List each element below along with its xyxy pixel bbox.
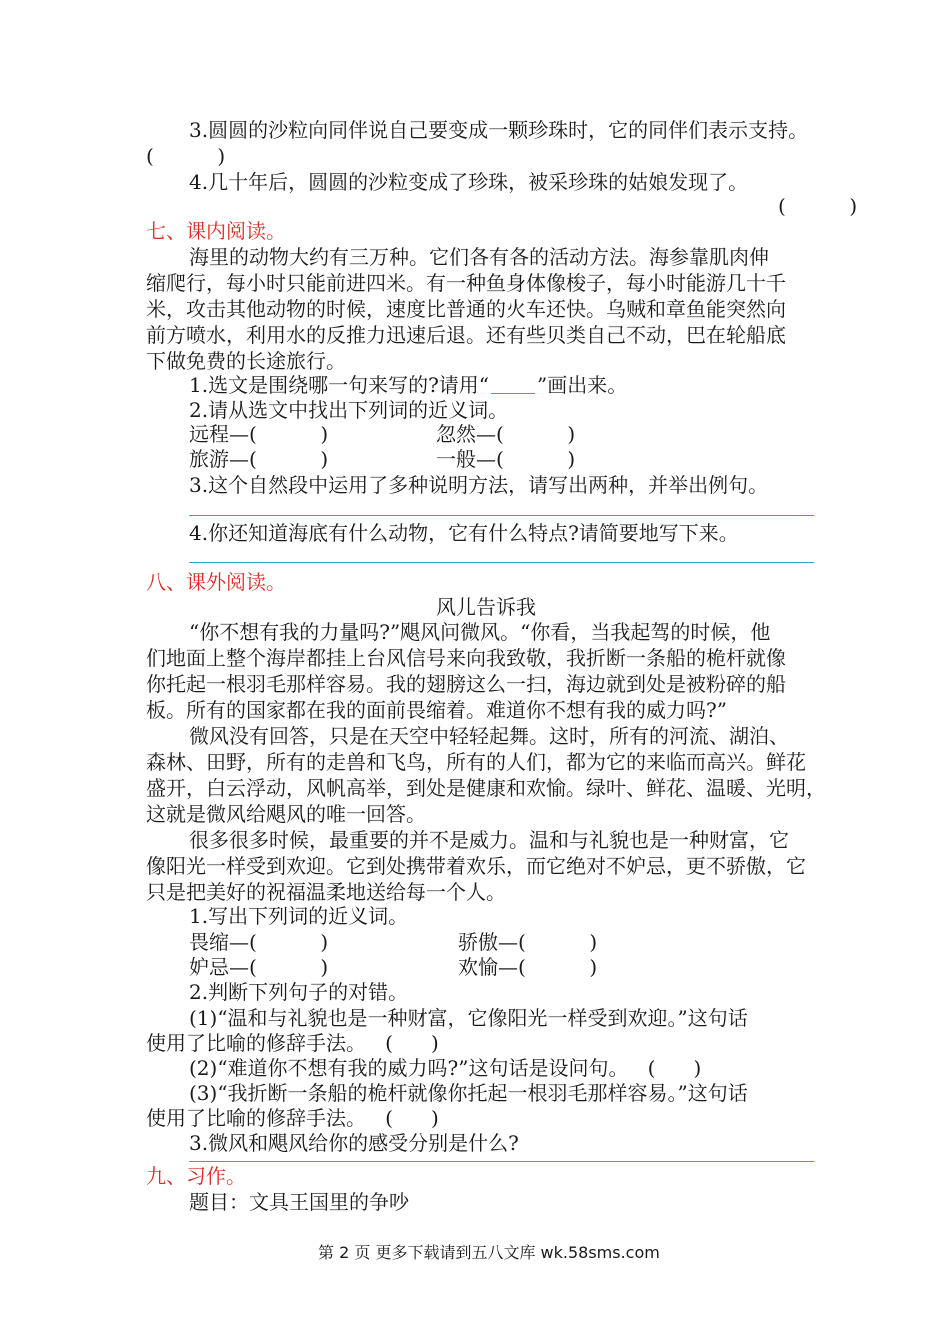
synonym-item[interactable]: 远程—( ): [189, 422, 329, 446]
page-footer: 第 2 页 更多下载请到五八文库 wk.58sms.com: [318, 1243, 660, 1262]
section-8-heading: 八、课外阅读。: [146, 570, 286, 594]
section-7-passage-line: 下做免费的长途旅行。: [146, 349, 346, 373]
judgement-line: (1)“温和与礼貌也是一种财富，它像阳光一样受到欢迎。”这句话: [189, 1006, 748, 1030]
question-6-4: 4.几十年后，圆圆的沙粒变成了珍珠，被采珍珠的姑娘发现了。: [189, 170, 749, 194]
section-7-heading: 七、课内阅读。: [146, 219, 286, 243]
section-8-passage-line: 微风没有回答，只是在天空中轻轻起舞。这时，所有的河流、湖泊、: [189, 724, 789, 748]
section-7-passage-line: 海里的动物大约有三万种。它们各有各的活动方法。海参靠肌肉伸: [189, 245, 769, 269]
answer-line[interactable]: [189, 515, 814, 516]
section-8-passage-line: 盛开，白云浮动，风帆高举，到处是健康和欢愉。绿叶、鲜花、温暖、光明，: [146, 776, 826, 800]
synonym-item[interactable]: 欢愉—( ): [458, 955, 598, 979]
section-9-heading: 九、习作。: [146, 1164, 246, 1188]
question-7-1: [189, 372, 627, 398]
section-7-passage-line: 缩爬行，每小时只能前进四米。有一种鱼身体像梭子，每小时能游几十千: [146, 271, 786, 295]
question-7-4: 4.你还知道海底有什么动物，它有什么特点?请简要地写下来。: [189, 521, 739, 545]
judgement-line[interactable]: 使用了比喻的修辞手法。 ( ): [146, 1031, 439, 1055]
judgement-line[interactable]: 使用了比喻的修辞手法。 ( ): [146, 1106, 439, 1130]
question-7-2: 2.请从选文中找出下列词的近义词。: [189, 398, 509, 422]
question-8-1: 1.写出下列词的近义词。: [189, 904, 409, 928]
judgement-line: (3)“我折断一条船的桅杆就像你托起一根羽毛那样容易。”这句话: [189, 1081, 748, 1105]
synonym-item[interactable]: 骄傲—( ): [458, 930, 598, 954]
section-8-passage-line: 这就是微风给飓风的唯一回答。: [146, 802, 426, 826]
answer-paren-6-3[interactable]: ( ): [146, 144, 226, 168]
answer-line[interactable]: [189, 1161, 814, 1162]
question-7-3: 3.这个自然段中运用了多种说明方法，请写出两种，并举出例句。: [189, 473, 769, 497]
section-8-passage-line: 们地面上整个海岸都挂上台风信号来向我致敬，我折断一条船的桅杆就像: [146, 646, 786, 670]
synonym-item[interactable]: 忽然—( ): [436, 422, 576, 446]
question-8-3: 3.微风和飓风给你的感受分别是什么?: [189, 1131, 519, 1155]
answer-paren-6-4[interactable]: ( ): [778, 194, 858, 218]
section-8-passage-line: “你不想有我的力量吗?”飓风问微风。“你看，当我起驾的时候，他: [189, 620, 771, 644]
question-6-3: 3.圆圆的沙粒向同伴说自己要变成一颗珍珠时，它的同伴们表示支持。: [189, 118, 809, 142]
synonym-item[interactable]: 旅游—( ): [189, 447, 329, 471]
section-7-passage-line: 米，攻击其他动物的时候，速度比普通的火车还快。乌贼和章鱼能突然向: [146, 297, 786, 321]
section-8-passage-line: 很多很多时候，最重要的并不是威力。温和与礼貌也是一种财富，它: [189, 828, 789, 852]
question-8-2: 2.判断下列句子的对错。: [189, 980, 409, 1004]
section-7-passage-line: 前方喷水，利用水的反推力迅速后退。还有些贝类自己不动，巴在轮船底: [146, 323, 786, 347]
question-7-1-text-end: ”画出来。: [537, 373, 628, 397]
underline-sample: [491, 375, 535, 394]
synonym-item[interactable]: 一般—( ): [436, 447, 576, 471]
section-8-passage-line: 森林、田野，所有的走兽和飞鸟，所有的人们，都为它的来临而高兴。鲜花: [146, 750, 806, 774]
question-7-1-text: 1.选文是围绕哪一句来写的?请用“: [189, 373, 490, 397]
essay-topic: 题目：文具王国里的争吵: [189, 1190, 409, 1214]
section-8-passage-line: 你托起一根羽毛那样容易。我的翅膀这么一扫，海边就到处是被粉碎的船: [146, 672, 786, 696]
section-8-passage-line: 板。所有的国家都在我的面前畏缩着。难道你不想有我的威力吗?”: [146, 698, 727, 722]
synonym-item[interactable]: 妒忌—( ): [189, 955, 329, 979]
synonym-item[interactable]: 畏缩—( ): [189, 930, 329, 954]
article-title: 风儿告诉我: [436, 595, 536, 619]
answer-line[interactable]: [189, 562, 814, 563]
section-8-passage-line: 像阳光一样受到欢迎。它到处携带着欢乐，而它绝对不妒忌，更不骄傲，它: [146, 854, 806, 878]
judgement-line[interactable]: (2)“难道你不想有我的威力吗?”这句话是设问句。 ( ): [189, 1056, 702, 1080]
section-8-passage-line: 只是把美好的祝福温柔地送给每一个人。: [146, 880, 506, 904]
